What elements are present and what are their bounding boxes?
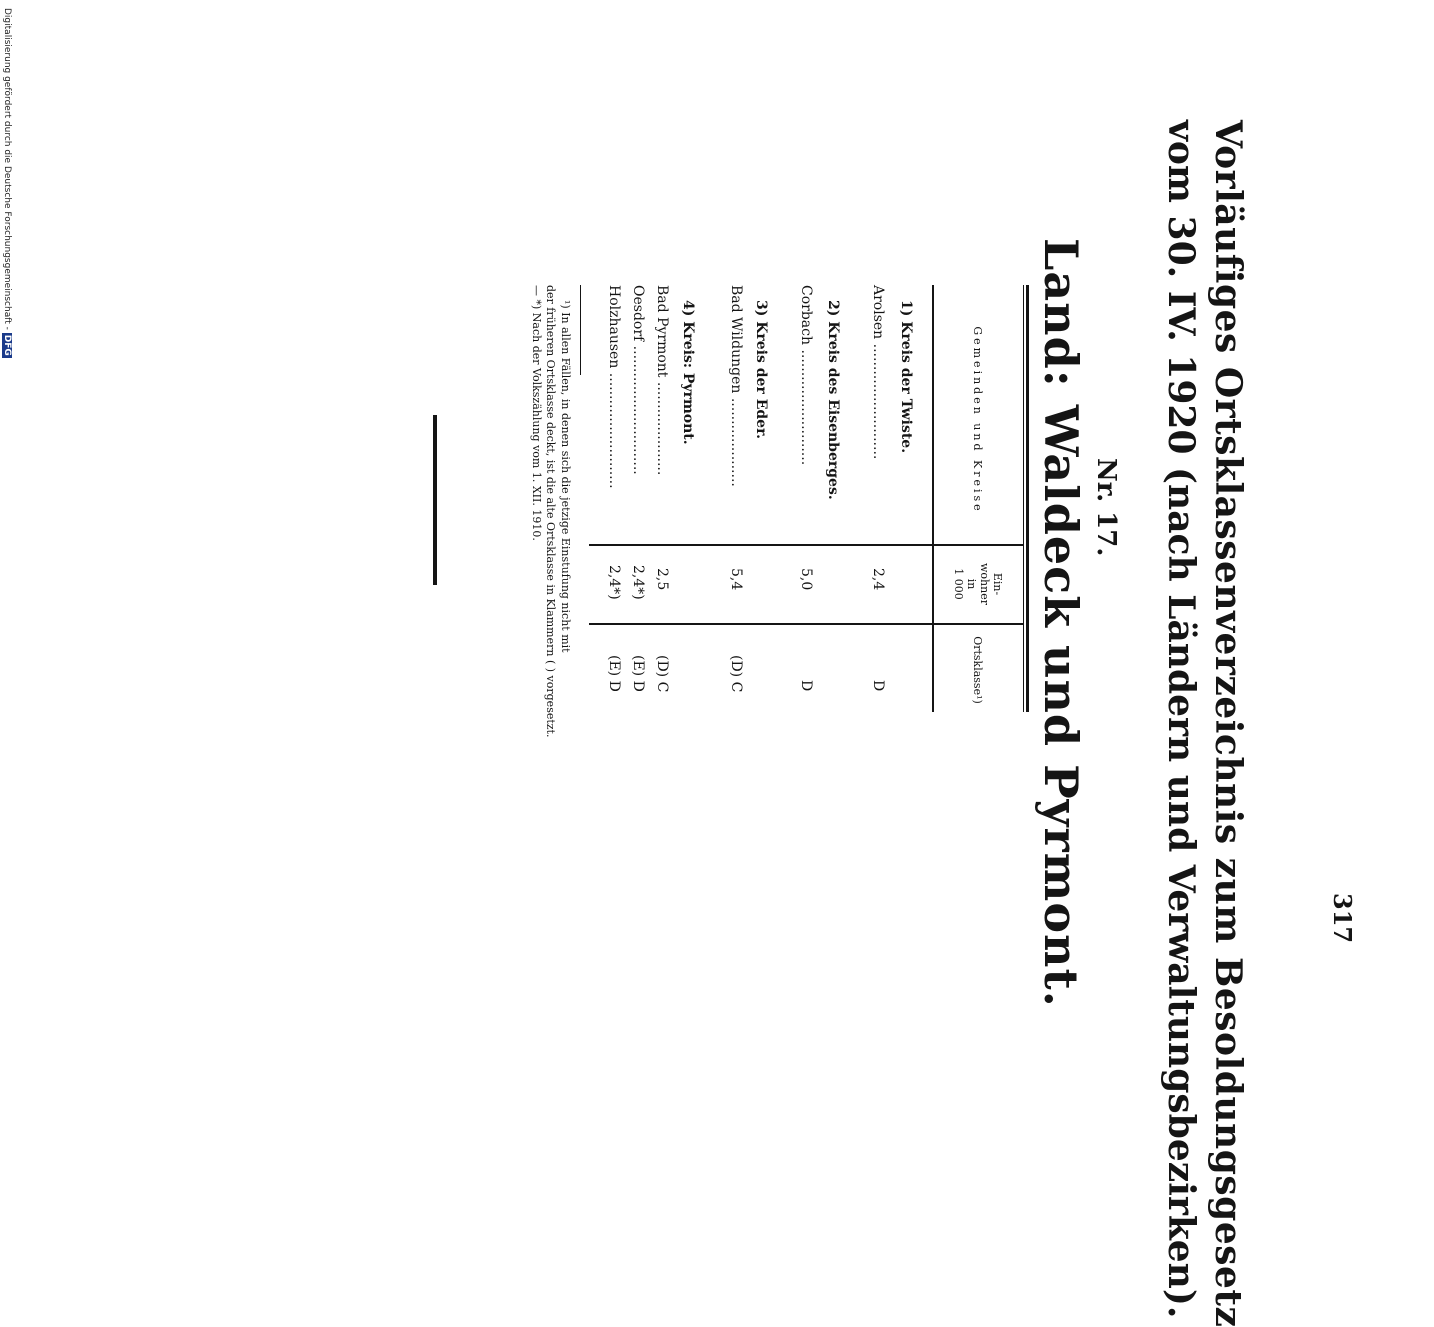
footnote-line1: ¹) In allen Fällen, in denen sich die jetzige Einstufung nicht mit <box>559 300 572 653</box>
section-label: 2) Kreis des Eisenberges. <box>825 300 841 500</box>
table-row-klasse: (E) D <box>630 655 646 692</box>
section-label: 3) Kreis der Eder. <box>753 300 769 440</box>
table-row-name: Corbach .......................... <box>798 285 814 466</box>
dfg-logo: DFG <box>2 334 12 356</box>
table-top-rule <box>1026 285 1029 712</box>
table-row-einwohner: 5,0 <box>798 568 814 591</box>
land-heading: Land: Waldeck und Pyrmont. <box>1034 238 1088 1008</box>
table-row-klasse: (D) C <box>654 655 670 693</box>
table-row-name: Oesdorf ............................. <box>630 285 646 475</box>
table-row-einwohner: 2,4 <box>870 568 886 591</box>
section-label: 4) Kreis: Pyrmont. <box>680 300 696 445</box>
table-row-einwohner: 2,4*) <box>630 565 646 600</box>
header-gemeinden: Gemeinden und Kreise <box>971 326 984 514</box>
document-title-line2: vom 30. IV. 1920 (nach Ländern und Verwaltungsbezirken). <box>1160 120 1202 1319</box>
footnote-rule <box>580 285 581 375</box>
section-label: 1) Kreis der Twiste. <box>898 300 914 454</box>
header-ortsklasse: Ortsklasse¹) <box>971 636 984 704</box>
separator-bar <box>433 415 437 585</box>
header-einwohner: Ein- wohner in 1 000 <box>952 563 1004 605</box>
table-row-klasse: (D) C <box>728 655 744 693</box>
table-row-name: Holzhausen .......................... <box>606 285 622 489</box>
table-row-einwohner: 5,4 <box>728 568 744 591</box>
table-row-name: Bad Wildungen .................... <box>728 285 744 487</box>
table-row-klasse: (E) D <box>606 655 622 692</box>
table-row-klasse: D <box>798 680 814 692</box>
digitization-credit <box>2 8 12 358</box>
section-number: Nr. 17. <box>1091 458 1121 557</box>
table-top-rule-thin <box>1023 285 1024 712</box>
table-header-rule <box>932 285 934 712</box>
table-row-name: Arolsen .......................... <box>870 285 886 460</box>
column-divider-1 <box>589 544 1024 546</box>
table-row-klasse: D <box>870 680 886 692</box>
footnote-line3: — *) Nach der Volkszählung vom 1. XII. 1910. <box>530 285 543 541</box>
table-row-name: Bad Pyrmont ..................... <box>654 285 670 476</box>
credit-text: Digitalisierung gefördert durch die Deutsche Forschungsgemeinschaft - <box>2 8 12 330</box>
page-number: 317 <box>1328 893 1357 944</box>
footnote-line2: der früheren Ortsklasse deckt, ist die alte Ortsklasse in Klammern ( ) vorgesetzt. <box>544 285 557 738</box>
table-row-einwohner: 2,5 <box>654 568 670 591</box>
table-row-einwohner: 2,4*) <box>606 565 622 600</box>
column-divider-2 <box>589 623 1024 625</box>
document-title-line1: Vorläufiges Ortsklassenverzeichnis zum Besoldungsgesetz <box>1207 120 1249 1327</box>
